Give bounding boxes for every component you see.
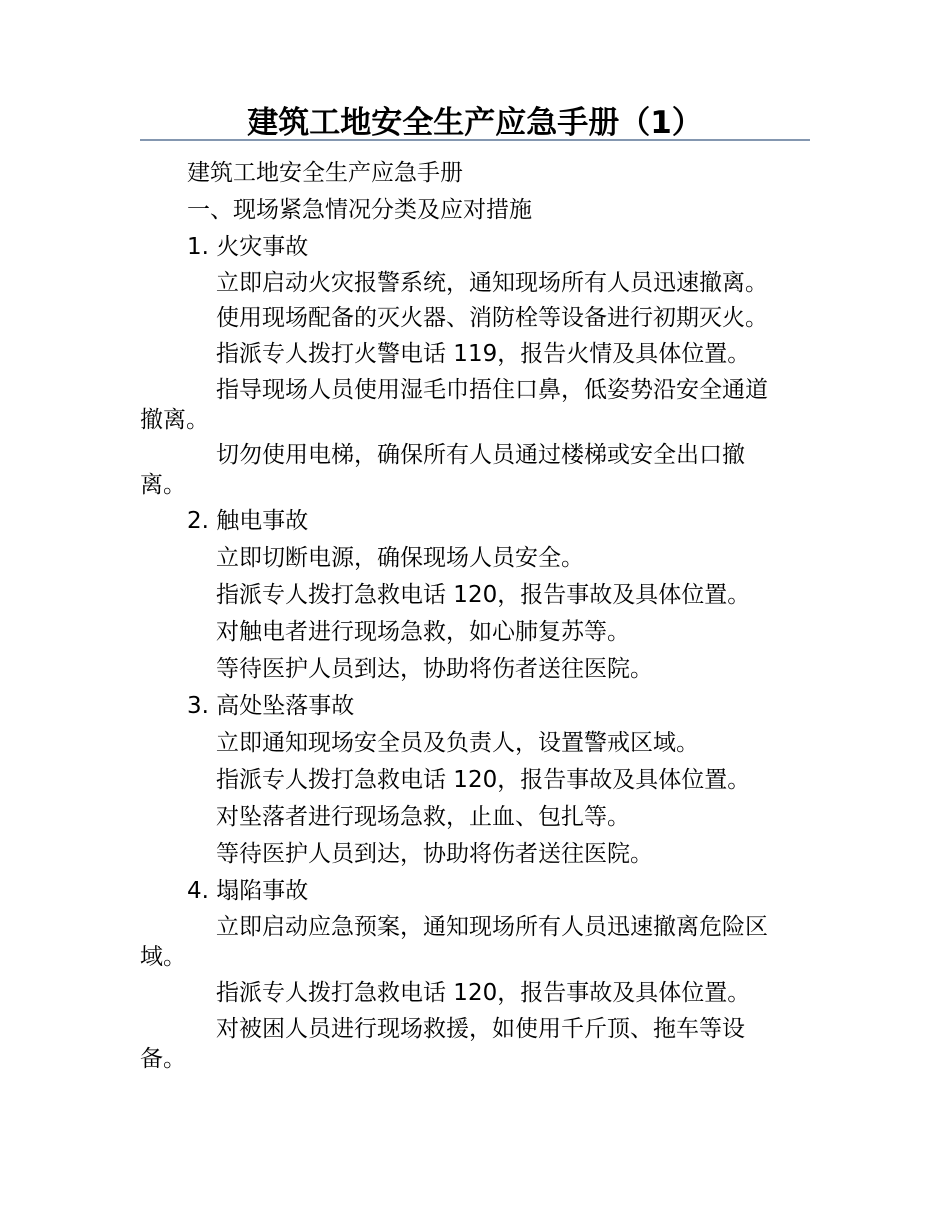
fall-item: 对坠落者进行现场急救，止血、包扎等。 [216, 804, 630, 830]
fall-item: 等待医护人员到达，协助将伤者送往医院。 [216, 841, 653, 867]
fire-item: 指导现场人员使用湿毛巾捂住口鼻，低姿势沿安全通道撤离。 [140, 377, 768, 433]
collapse-item: 指派专人拨打急救电话 120，报告事故及具体位置。 [216, 980, 751, 1006]
electric-item: 立即切断电源，确保现场人员安全。 [216, 545, 584, 571]
fall-item: 立即通知现场安全员及负责人，设置警戒区域。 [216, 730, 699, 756]
document-body [140, 155, 790, 1077]
fall-heading: 3. 高处坠落事故 [187, 693, 355, 719]
fire-item: 使用现场配备的灭火器、消防栓等设备进行初期灭火。 [216, 305, 768, 331]
electric-heading: 2. 触电事故 [187, 508, 309, 534]
document-title: 建筑工地安全生产应急手册（1） [247, 105, 703, 141]
electric-item: 对触电者进行现场急救，如心肺复苏等。 [216, 619, 630, 645]
electric-item: 指派专人拨打急救电话 120，报告事故及具体位置。 [216, 582, 751, 608]
section-heading: 一、现场紧急情况分类及应对措施 [187, 197, 532, 223]
fall-item: 指派专人拨打急救电话 120，报告事故及具体位置。 [216, 767, 751, 793]
collapse-heading: 4. 塌陷事故 [187, 878, 309, 904]
subtitle: 建筑工地安全生产应急手册 [187, 160, 463, 186]
collapse-item: 立即启动应急预案，通知现场所有人员迅速撤离危险区域。 [140, 914, 768, 970]
fire-item: 切勿使用电梯，确保所有人员通过楼梯或安全出口撤离。 [140, 442, 745, 498]
fire-heading: 1. 火灾事故 [187, 234, 309, 260]
electric-item: 等待医护人员到达，协助将伤者送往医院。 [216, 656, 653, 682]
collapse-item: 对被困人员进行现场救援，如使用千斤顶、拖车等设备。 [140, 1016, 745, 1072]
fire-item: 立即启动火灾报警系统，通知现场所有人员迅速撤离。 [216, 270, 768, 296]
fire-item: 指派专人拨打火警电话 119，报告火情及具体位置。 [216, 341, 751, 367]
title-underline [140, 139, 810, 141]
